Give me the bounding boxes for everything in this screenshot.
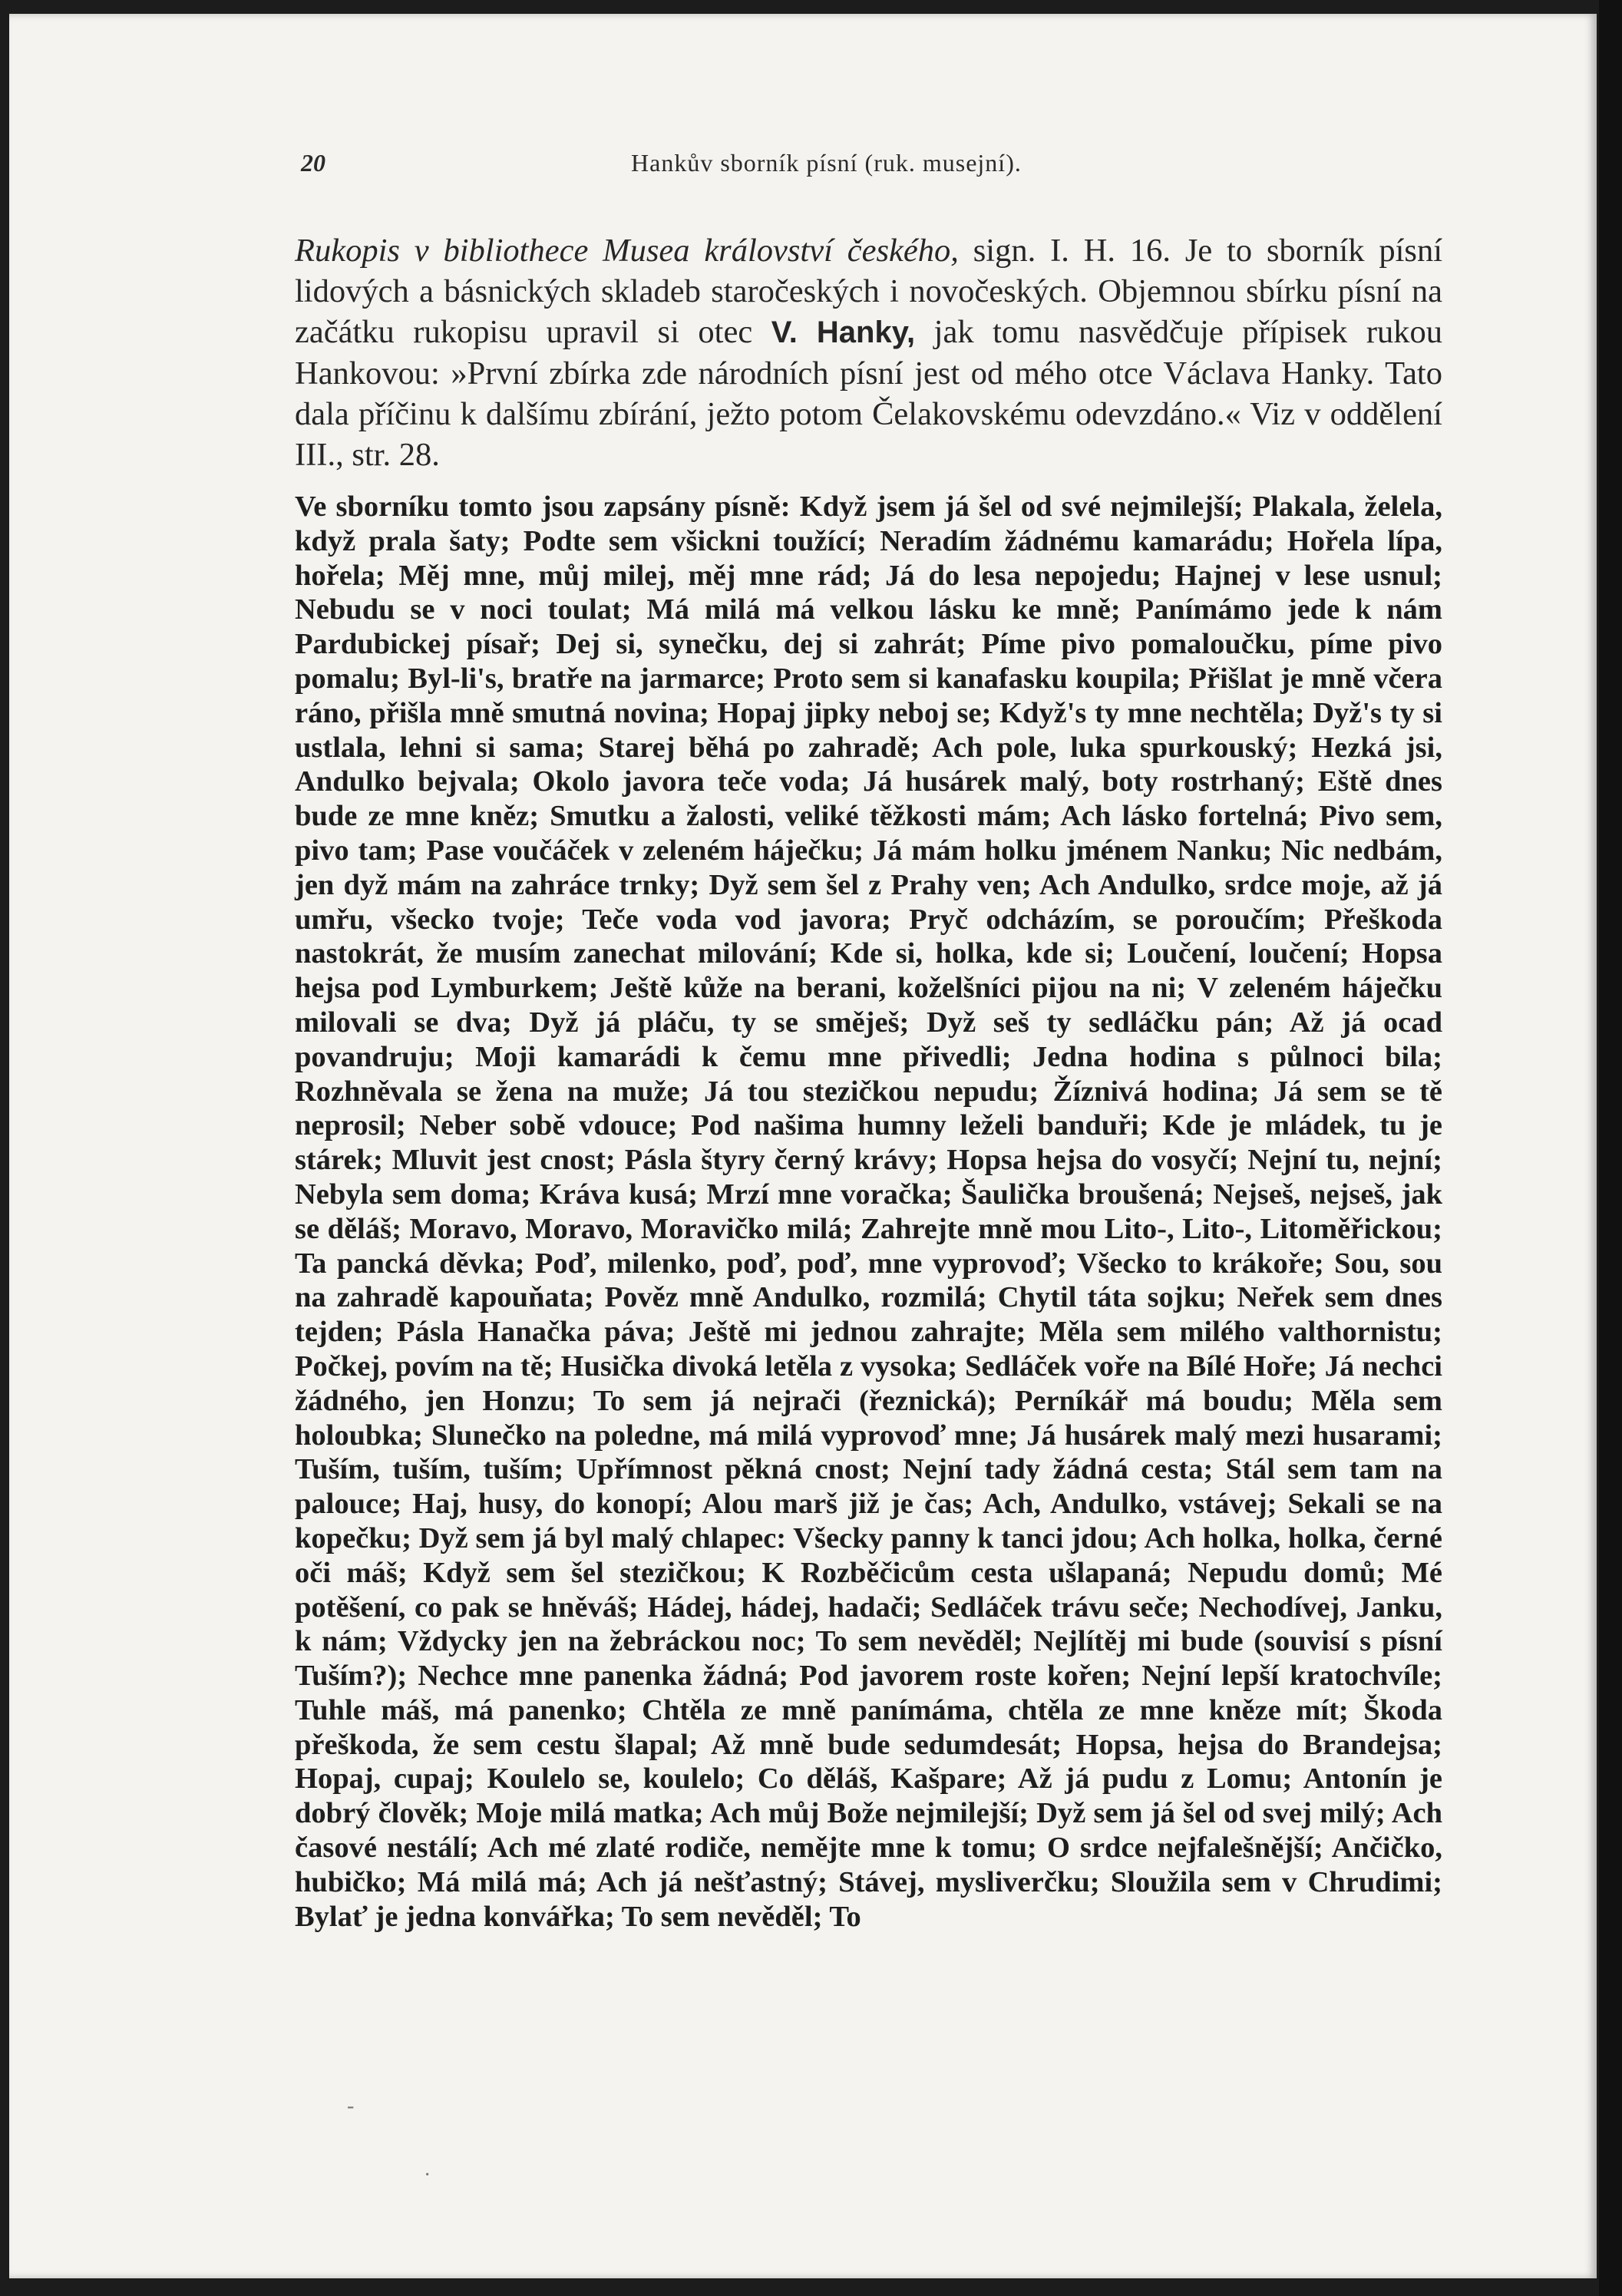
stray-mark: - (347, 2094, 355, 2118)
author-name: V. Hanky, (771, 315, 916, 349)
intro-text-2: jak tomu nasvědčuje přípisek rukou Hankovou: »První zbírka zde národních písní jest od mého otce Václava Hanky. Tato dala příčinu k dalšímu zbírání, ježto potom Čelakovskému odevzdáno.« Viz v oddělení III., str. 28. (295, 314, 1442, 473)
song-list-paragraph: Ve sborníku tomto jsou zapsány písně: Když jsem já šel od své nejmilejší; Plakala, želela, když prala šaty; Podte sem všickni toužící; Neradím žádnému kamarádu; Hořela lípa, hořela; Měj mne, můj milej, měj mne rád; Já do lesa nepojedu; Hajnej v lese usnul; Nebudu se v noci toulat; Má milá má velkou lásku ke mně; Panímámo jede k nám Pardubickej písař; Dej si, synečku, dej si zahrát; Píme pivo pomaloučku, píme pivo pomalu; Byl-li's, bratře na jarmarce; Proto sem si kanafasku koupila; Přišlat je mně včera ráno, přišla mně smutná novina; Hopaj jipky neboj se; Když's ty mne nechtěla; Dyž's ty si ustlala, lehni si sama; Starej běhá po zahradě; Ach pole, luka spurkouský; Hezká jsi, Andulko bejvala; Okolo javora teče voda; Já husárek malý, boty rostrhaný; Eště dnes bude ze mne kněz; Smutku a žalosti, veliké těžkosti mám; Ach lásko fortelná; Pivo sem, pivo tam; Pase voučáček v zeleném háječku; Já mám holku jménem Nanku; Nic nedbám, jen dyž mám na zahráce trnky; Dyž sem šel z Prahy ven; Ach Andulko, srdce moje, až já umřu, všecko tvoje; Teče voda vod javora; Pryč odcházím, se poroučím; Přeškoda nastokrát, že musím zanechat milování; Kde si, holka, kde si; Loučení, loučení; Hopsa hejsa pod Lymburkem; Ještě kůže na berani, koželšníci pijou na ni; V zeleném háječku milovali se dva; Dyž já pláču, ty se směješ; Dyž seš ty sedláčku pán; Až já ocad povandruju; Moji kamarádi k čemu mne přivedli; Jedna hodina s půlnoci bila; Rozhněvala se žena na muže; Já tou stezičkou nepudu; Žíznivá hodina; Já sem se tě neprosil; Neber sobě vdouce; Pod našima humny leželi banduři; Kde je mládek, tu je stárek; Mluvit jest cnost; Pásla štyry černý krávy; Hopsa hejsa do vosyčí; Nejní tu, nejní; Nebyla sem doma; Kráva kusá; Mrzí mne voračka; Šaulička broušená; Nejseš, nejseš, jak se děláš; Moravo, Moravo, Moravičko milá; Zahrejte mně mou Lito-, Lito-, Litoměřickou; Ta pancká děvka; Poď, milenko, poď, poď, mne vyprovoď; Všecko to krákoře; Sou, sou na zahradě kapouňata; Pověz mně Andulko, rozmilá; Chytil táta sojku; Neřek sem dnes tejden; Pásla Hanačka páva; Ještě mi jednou zahrajte; Měla sem milého valthornistu; Počkej, povím na tě; Husička divoká letěla z vysoka; Sedláček voře na Bílé Hoře; Já nechci žádného, jen Honzu; To sem já nejrači (řeznická); Perníkář má boudu; Měla sem holoubka; Slunečko na poledne, má milá vyprovoď mne; Já husárek malý mezi husarami; Tuším, tuším, tuším; Upřímnost pěkná cnost; Nejní tady žádná cesta; Stál sem tam na palouce; Haj, husy, do konopí; Alou marš již je čas; Ach, Andulko, vstávej; Sekali se na kopečku; Dyž sem já byl malý chlapec: Všecky panny k tanci jdou; Ach holka, holka, černé oči máš; Když sem šel stezičkou; K Rozběčicům cesta ušlapaná; Nepudu domů; Mé potěšení, co pak se hněváš; Hádej, hádej, hadači; Sedláček trávu seče; Nechodívej, Janku, k nám; Vždycky jen na žebráckou noc; To sem nevěděl; Nejlítěj mi bude (souvisí s písní Tuším?); Nechce mne panenka žádná; Pod javorem roste kořen; Nejní lepší kratochvíle; Tuhle máš, má panenko; Chtěla ze mně panímáma, chtěla ze mne kněze mít; Škoda přeškoda, že sem cestu šlapal; Až mně bude sedumdesát; Hopsa, hejsa do Brandejsa; Hopaj, cupaj; Koulelo se, koulelo; Co děláš, Kašpare; Až já pudu z Lomu; Antonín je dobrý člověk; Moje milá matka; Ach můj Bože nejmilejší; Dyž sem já šel od svej milý; Ach časové nestálí; Ach mé zlaté rodiče, nemějte mne k tomu; O srdce nejfalešnější; Ančičko, hubičko; Má milá má; Ach já nešťastný; Stávej, mysliverčku; Sloužila sem v Chrudimi; Bylať je jedna konvářka; To sem nevěděl; To (295, 491, 1442, 1933)
stray-mark: · (424, 2163, 431, 2187)
page-number: 20 (301, 149, 325, 177)
intro-text-1: sign. I. H. 16. Je to sborník písní lidových a básnických skladeb staročeských i novočeských. Objemnou sbírku písní na začátku rukopisu upravil si otec (295, 233, 1443, 350)
scan-edge (1599, 0, 1622, 2296)
intro-paragraph (295, 230, 1442, 475)
manuscript-title: Rukopis v bibliothece Musea království českého, (295, 233, 959, 269)
running-title: Hankův sborník písní (ruk. musejní). (631, 149, 1022, 177)
document-page (9, 14, 1597, 2278)
running-header (301, 149, 1452, 180)
